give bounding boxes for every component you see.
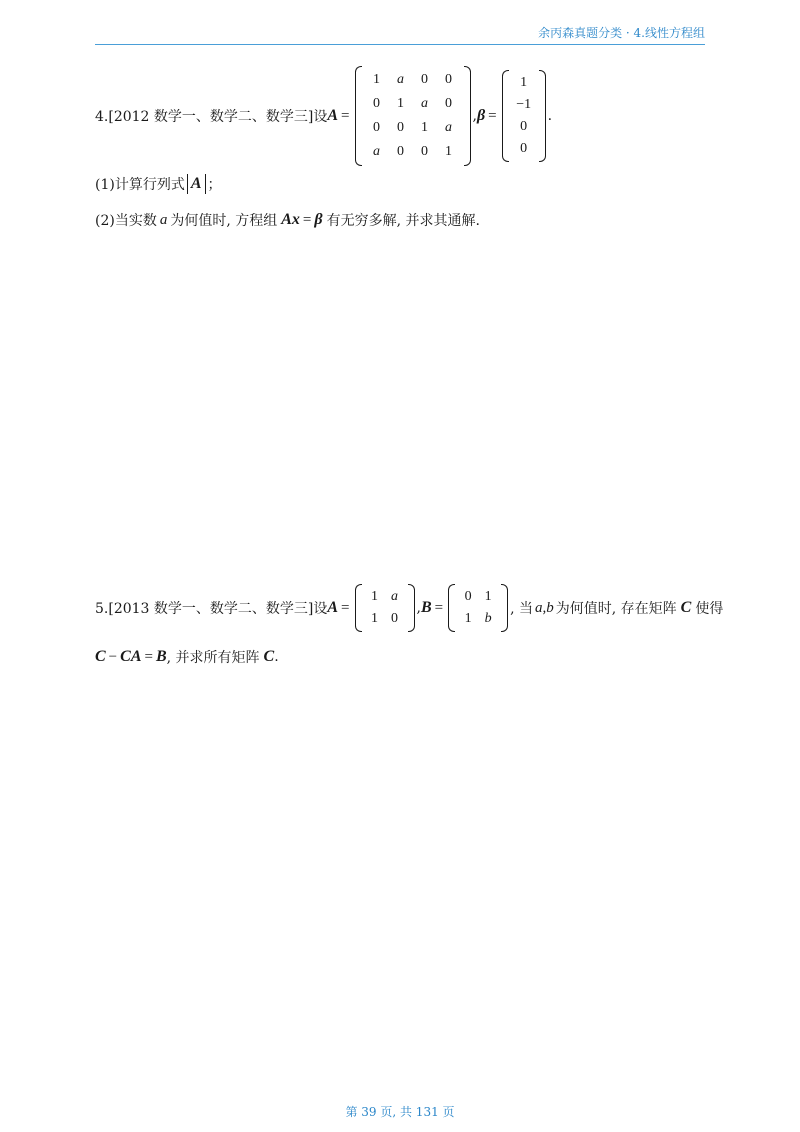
matrix-cell: a [391, 589, 399, 604]
matrix-c-symbol: C [680, 599, 692, 616]
equals-sign: = [488, 107, 497, 124]
matrix-cell: 0 [421, 144, 429, 159]
matrix-cell: 0 [397, 144, 405, 159]
comma: , [472, 108, 477, 124]
problem-5-statement [95, 584, 723, 632]
vector-cell: 0 [520, 141, 528, 156]
matrix-b-symbol: B [420, 599, 432, 616]
problem-4-part-2 [95, 210, 480, 230]
page-footer: 第 39 页, 共 131 页 [345, 1105, 455, 1119]
matrix-cell: 1 [445, 144, 453, 159]
problem-4-part-1 [95, 174, 222, 194]
part-2-suffix: 有无穷多解, 并求其通解. [326, 213, 480, 229]
line-2-mid: , 并求所有矩阵 [166, 650, 260, 666]
problem-5-prefix: 5.[2013 数学一、数学二、数学三]设 [95, 601, 328, 617]
matrix-cell: 0 [397, 120, 405, 135]
part-2-mid: 为何值时, 方程组 [170, 213, 278, 229]
header-rule [95, 44, 705, 45]
matrix-cell: 1 [397, 96, 405, 111]
vector-cell: 0 [520, 119, 528, 134]
matrix-cell: 0 [391, 611, 399, 626]
comma: , [416, 600, 421, 616]
vector-cell: 1 [520, 75, 528, 90]
equals-sign: = [302, 211, 312, 228]
equals-sign: = [341, 599, 350, 616]
minus-sign: − [108, 648, 118, 665]
matrix-cell: a [373, 144, 381, 159]
matrix-a-4x4 [355, 66, 471, 166]
variables-ab: a,b [535, 599, 554, 616]
vector-cell: −1 [516, 97, 532, 112]
vector-beta [502, 70, 546, 162]
matrix-a-symbol: A [327, 599, 339, 616]
matrix-cell: 1 [373, 72, 381, 87]
problem-5-equation-line [95, 647, 279, 667]
matrix-cell: 1 [484, 589, 492, 604]
matrix-a-2x2 [355, 584, 415, 632]
matrix-cell: 0 [373, 96, 381, 111]
equals-sign: = [144, 648, 153, 665]
matrix-cell: a [421, 96, 429, 111]
text-end: 使得 [695, 601, 724, 617]
eq-c: C [95, 648, 106, 665]
equals-sign: = [341, 107, 350, 124]
matrix-cell: 0 [445, 72, 453, 87]
eq-beta: β [314, 211, 323, 228]
matrix-cell: 1 [464, 611, 472, 626]
problem-4-statement [95, 66, 552, 166]
period: . [547, 108, 553, 124]
eq-ca: CA [120, 648, 142, 665]
matrix-cell: 1 [421, 120, 429, 135]
matrix-c-symbol: C [263, 648, 275, 665]
part-1-prefix: (1)计算行列式 [95, 177, 185, 193]
matrix-cell: 0 [464, 589, 472, 604]
matrix-cell: a [445, 120, 453, 135]
determinant-a: A [187, 174, 206, 194]
equals-sign: = [434, 599, 444, 616]
matrix-cell: 1 [371, 611, 379, 626]
running-header: 余丙森真题分类 · 4.线性方程组 [538, 26, 705, 40]
text-mid-2: 为何值时, 存在矩阵 [555, 601, 677, 617]
part-1-suffix: ； [207, 177, 222, 193]
matrix-cell: 0 [421, 72, 429, 87]
matrix-cell: 1 [371, 589, 379, 604]
matrix-a-symbol: A [327, 107, 339, 124]
matrix-cell: b [484, 611, 492, 626]
problem-4-prefix: 4.[2012 数学一、数学二、数学三]设 [95, 109, 328, 125]
matrix-cell: 0 [373, 120, 381, 135]
matrix-cell: 0 [445, 96, 453, 111]
line-2-end: . [274, 649, 279, 665]
variable-a: a [159, 211, 168, 228]
matrix-cell: a [397, 72, 405, 87]
eq-b: B [155, 648, 167, 665]
eq-ax: Ax [281, 211, 300, 228]
part-2-prefix: (2)当实数 [95, 213, 157, 229]
matrix-b-2x2 [448, 584, 508, 632]
text-mid: , 当 [510, 601, 534, 617]
beta-symbol: β [476, 107, 486, 124]
